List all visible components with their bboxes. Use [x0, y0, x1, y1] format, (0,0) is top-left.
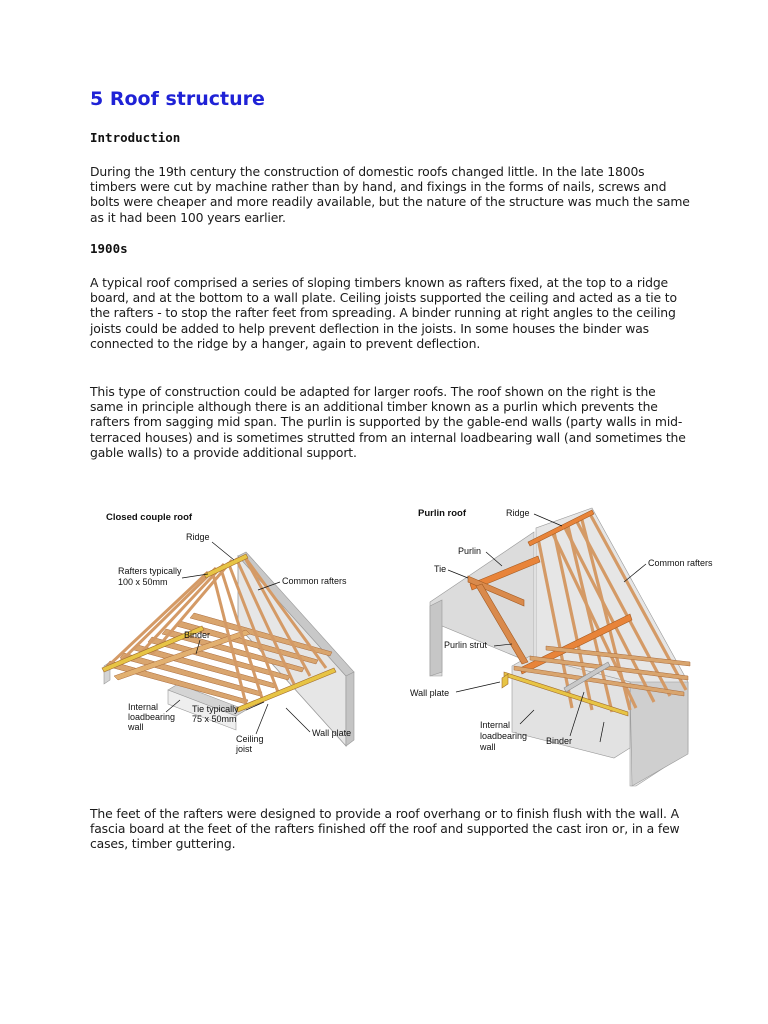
- label-internal-line2: loadbearing: [128, 712, 176, 722]
- left-diagram-title: Closed couple roof: [106, 512, 193, 523]
- label-internal-line3: wall: [128, 722, 144, 732]
- label-internal-line1: Internal: [128, 702, 159, 712]
- label-ceiling-line2: joist: [236, 744, 253, 754]
- label-purlin-strut: Purlin strut: [444, 640, 488, 650]
- label-binder-right: Binder: [546, 736, 573, 746]
- label-wall-plate-right: Wall plate: [410, 688, 450, 698]
- pointer-wall-plate: [286, 708, 310, 732]
- label-tie: Tie: [434, 564, 447, 574]
- 1900s-paragraph-2: This type of construction could be adapted for larger roofs. The roof shown on the right is the same in principle although there is an additional timber known as a purlin which prevents the rafters from sagging mid span. The purlin is supported by the gable-end walls (party walls in mid-terraced houses) and is sometimes strutted from an internal loadbearing wall (and sometimes the gable walls) to a provide additional support.: [90, 384, 686, 460]
- label-wall-plate: Wall plate: [312, 728, 352, 738]
- 1900s-heading: 1900s: [90, 241, 128, 256]
- label-rafters-line2: 100 x 50mm: [118, 577, 168, 587]
- closing-paragraph: The feet of the rafters were designed to provide a roof overhang or to finish flush with the wall. A fascia board at the feet of the rafters finished off the roof and supported the cast iron or, in a few cases, timber guttering.: [90, 806, 680, 852]
- left-wall-pier: [430, 600, 442, 676]
- label-ceiling-line1: Ceiling: [236, 734, 264, 744]
- pointer-tie-right: [448, 570, 468, 578]
- label-common-rafters: Common rafters: [282, 576, 347, 586]
- label-purlin: Purlin: [458, 546, 482, 556]
- label-ridge: Ridge: [186, 532, 210, 542]
- introduction-heading: Introduction: [90, 130, 181, 145]
- label-ridge-right: Ridge: [506, 508, 530, 518]
- label-rafters-line1: Rafters typically: [118, 566, 182, 576]
- label-binder: Binder: [184, 630, 211, 640]
- pointer-ceiling-joist: [256, 704, 268, 734]
- pointer-wall-plate-right: [456, 682, 500, 692]
- label-internal-right-line3: wall: [480, 742, 496, 752]
- label-tie-line1: Tie typically: [192, 704, 239, 714]
- label-internal-right-line2: loadbearing: [480, 731, 528, 741]
- page-title: 5 Roof structure: [90, 88, 265, 110]
- purlin-wall-plate-end: [502, 674, 508, 688]
- closed-couple-roof-diagram: [96, 498, 378, 770]
- 1900s-paragraph-1: A typical roof comprised a series of sloping timbers known as rafters fixed, at the top to a ridge board, and at the bottom to a wall plate. Ceiling joists supported the ceiling and acted as a tie to the rafters - to stop the rafter feet from spreading. A binder running at right angles to the ceiling joists could be added to help prevent deflection in the joists. In some houses the binder was connected to the ridge by a hanger, again to prevent deflection.: [90, 275, 677, 351]
- right-wall-face: [630, 682, 688, 786]
- right-diagram-title: Purlin roof: [418, 508, 467, 519]
- label-internal-right-line1: Internal: [480, 720, 511, 730]
- label-common-rafters-right: Common rafters: [648, 558, 713, 568]
- introduction-paragraph: During the 19th century the construction of domestic roofs changed little. In the late 1800s timbers were cut by machine rather than by hand, and fixings in the forms of nails, screws and bolts were cheaper and more readily available, but the nature of the structure was much the same as it had been 100 years earlier.: [90, 164, 690, 225]
- label-tie-line2: 75 x 50mm: [192, 714, 237, 724]
- purlin-roof-diagram: [404, 496, 730, 792]
- pointer-ridge: [212, 542, 234, 560]
